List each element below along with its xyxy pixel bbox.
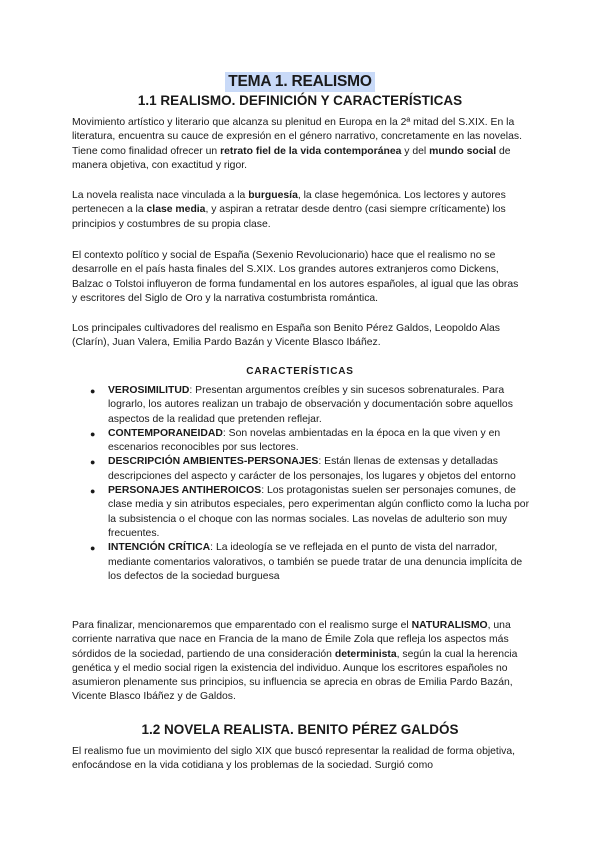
text-run: El contexto político y social de España (Sexenio Revolucionario) hace que el realismo no se desarrolle en el país hasta finales del S.XIX. Los grandes autores extranjeros como Dickens, Balzac o Tolstoi influyeron de forma fundamental en los autores españoles, al igual que las obras y escritores del Siglo de Oro y la narrativa costumbrista romántica. [72, 250, 519, 304]
item-text: : Los protagonistas suelen ser personajes comunes, de clase media y sin atributos especiales, pero experimentan algún conflicto como la lucha por la subsistencia o el choque con las normas sociales. Las novelas de adulterio son muy frecuentes. [108, 485, 530, 539]
bold-term: NATURALISMO [411, 620, 488, 631]
paragraph-definition [72, 116, 522, 173]
characteristics-list [90, 384, 530, 584]
paragraph-authors [72, 322, 522, 351]
list-item [90, 541, 530, 584]
bullet-icon: ● [90, 428, 96, 439]
document-title: TEMA 1. REALISMO [225, 72, 374, 92]
text-run: , la clase hegemónica. Los lectores y autores pertenecen a la [72, 190, 506, 216]
text-run: Movimiento artístico y literario que alcanza su plenitud en Europa en la 2ª mitad del S.XIX. En la literatura, encuentra su cauce de expresión en el género narrativo, concretamente en las novelas. Tiene como finalidad ofrecer un [72, 117, 522, 157]
text-run: de manera objetiva, con exactitud y rigor. [72, 145, 511, 171]
characteristics-heading: CARACTERÍSTICAS [246, 366, 354, 377]
text-run: Los principales cultivadores del realismo en España son Benito Pérez Galdos, Leopoldo Alas (Clarín), Juan Valera, Emilia Pardo Bazán y Vicente Blasco Ibáñez. [72, 323, 501, 349]
item-term: CONTEMPORANEIDAD [108, 427, 223, 439]
item-term: VEROSIMILITUD [108, 385, 190, 396]
bullet-icon: ● [90, 386, 96, 396]
item-term: DESCRIPCIÓN AMBIENTES-PERSONAJES [108, 456, 319, 468]
item-text: : Son novelas ambientadas en la época en la que viven y en escenarios reconocibles por sus lectores. [108, 427, 501, 454]
title-container [0, 72, 600, 92]
bullet-icon: ● [90, 457, 96, 468]
text-run: El realismo fue un movimiento del siglo XIX que buscó representar la realidad de forma objetiva, enfocándose en la vida cotidiana y los problemas de la sociedad. Surgió como [72, 746, 515, 772]
item-text: : Presentan argumentos creíbles y sin sucesos sobrenaturales. Para lograrlo, los autores realizan un trabajo de observación y documentación sobre aquellos aspectos de la realidad que pretenden reflejar. [108, 385, 513, 425]
text-run: , según la cual la herencia genética y el medio social rigen la existencia del individuo. Aunque los escritores españoles no asumieron plenamente sus principios, su influencia se aprecia en obras de Emilia Pardo Bazán, Vicente Blasco Ibáñez y de Galdos. [72, 648, 518, 703]
item-term: PERSONAJES ANTIHEROICOS [108, 485, 262, 497]
list-item [90, 484, 530, 541]
section-2-heading: 1.2 NOVELA REALISTA. BENITO PÉREZ GALDÓS [141, 722, 459, 737]
bold-term: mundo social [429, 145, 497, 157]
section-1-heading: 1.1 REALISMO. DEFINICIÓN Y CARACTERÍSTICAS [137, 93, 463, 108]
bold-term: clase media [146, 204, 206, 216]
paragraph-naturalismo [72, 619, 522, 705]
bullet-icon: ● [90, 543, 96, 554]
bold-term: determinista [334, 648, 397, 660]
text-run: , y aspiran a retratar desde dentro (casi siempre críticamente) los principios y costumbres de su propia clase. [72, 204, 506, 230]
text-run: Para finalizar, mencionaremos que emparentado con el realismo surge el [72, 620, 412, 631]
list-item [90, 384, 530, 427]
text-run: y del [401, 145, 430, 157]
item-text: : Están llenas de extensas y detalladas descripciones del aspecto y carácter de los personajes, los lugares y objetos del entorno [108, 456, 516, 482]
item-term: INTENCIÓN CRÍTICA [108, 542, 211, 554]
paragraph-context [72, 249, 522, 306]
list-item [90, 427, 530, 456]
text-run: La novela realista nace vinculada a la [72, 190, 249, 201]
paragraph-novela-realista [72, 745, 522, 774]
bold-term: burguesía [248, 190, 298, 201]
list-item [90, 455, 530, 484]
paragraph-burguesia [72, 189, 522, 232]
text-run: , una corriente narrativa que nace en Francia de la mano de Émile Zola que refleja los aspectos más sórdidos de la sociedad, partiendo de una consideración [72, 620, 511, 660]
item-text: : La ideología se ve reflejada en el punto de vista del narrador, mediante comentarios valorativos, o también se puede tratar de una denuncia implícita de los defectos de la sociedad burguesa [108, 542, 523, 582]
bold-term: retrato fiel de la vida contemporánea [220, 145, 402, 157]
bullet-icon: ● [90, 486, 96, 497]
